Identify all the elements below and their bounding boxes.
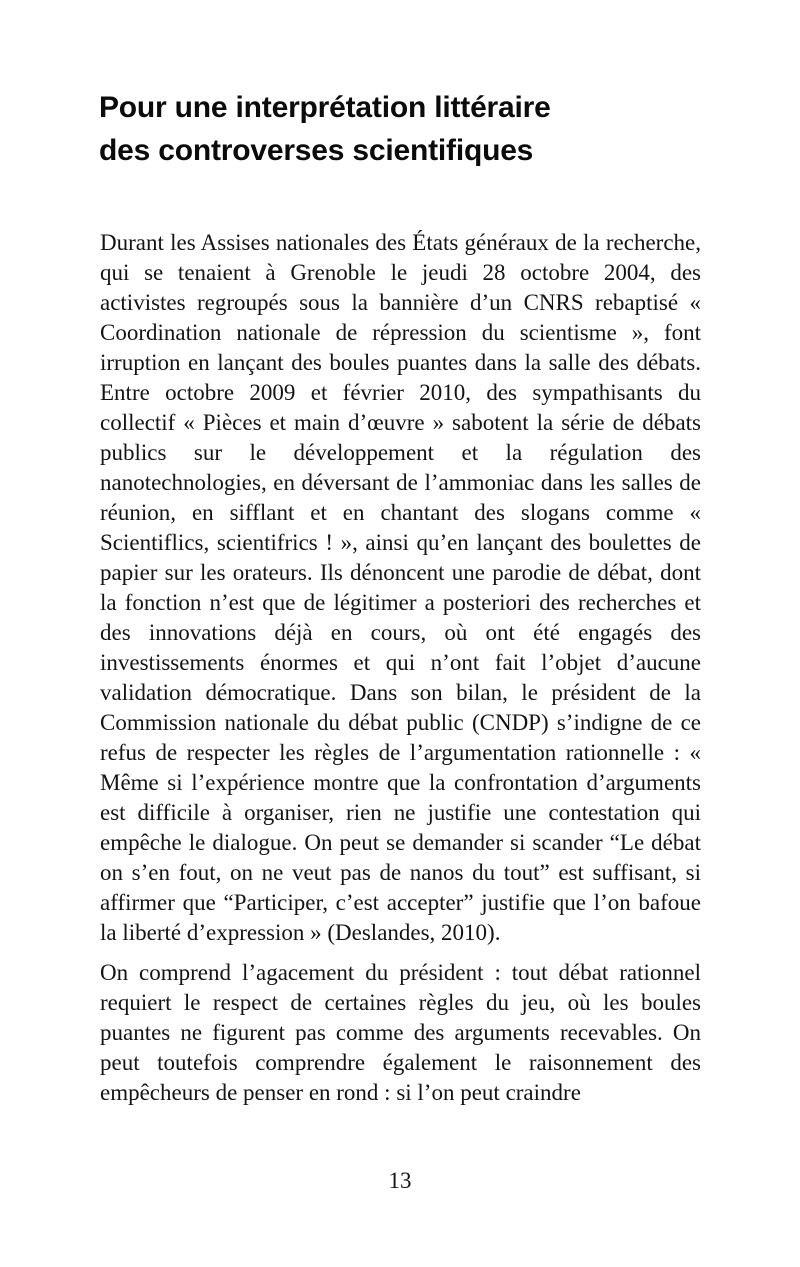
paragraph-2: On comprend l’agacement du président : tout débat rationnel requiert le respect de certaines règles du jeu, où les boules puantes ne figurent pas comme des arguments recevables. On peut toutefois comprendre également le raisonnement des empêcheurs de penser en rond : si l’on peut craindre — [100, 960, 701, 1105]
page-number: 13 — [388, 1168, 412, 1193]
chapter-title — [99, 86, 739, 172]
chapter-title-line-1: Pour une interprétation littéraire — [99, 91, 551, 124]
paragraph-1: Durant les Assises nationales des États généraux de la recherche, qui se tenaient à Grenoble le jeudi 28 octobre 2004, des activistes regroupés sous la bannière d’un CNRS rebaptisé « Coordination nationale de répression du scientisme », font irruption en lançant des boules puantes dans la salle des débats. Entre octobre 2009 et février 2010, des sympathisants du collectif « Pièces et main d’œuvre » sabotent la série de débats publics sur le développement et la régulation des nanotechnologies, en déversant de l’ammoniac dans les salles de réunion, en sifflant et en chantant des slogans comme « Scientiflics, scientifrics ! », ainsi qu’en lançant des boulettes de papier sur les orateurs. Ils dénoncent une parodie de débat, dont la fonction n’est que de légitimer a posteriori des recherches et des innovations déjà en cours, où ont été engagés des investissements énormes et qui n’ont fait l’objet d’aucune validation démocratique. Dans son bilan, le président de la Commission nationale du débat public (CNDP) s’indigne de ce refus de respecter les règles de l’argumentation rationnelle : « Même si l’expérience montre que la confrontation d’arguments est difficile à organiser, rien ne justifie une contestation qui empêche le dialogue. On peut se demander si scander “Le débat on s’en fout, on ne veut pas de nanos du tout” est suffisant, si affirmer que “Participer, c’est accepter” justifie que l’on bafoue la liberté d’expression » (Deslandes, 2010). — [100, 230, 701, 945]
chapter-title-line-2: des controverses scientifiques — [99, 134, 534, 167]
body-text — [100, 228, 701, 1108]
